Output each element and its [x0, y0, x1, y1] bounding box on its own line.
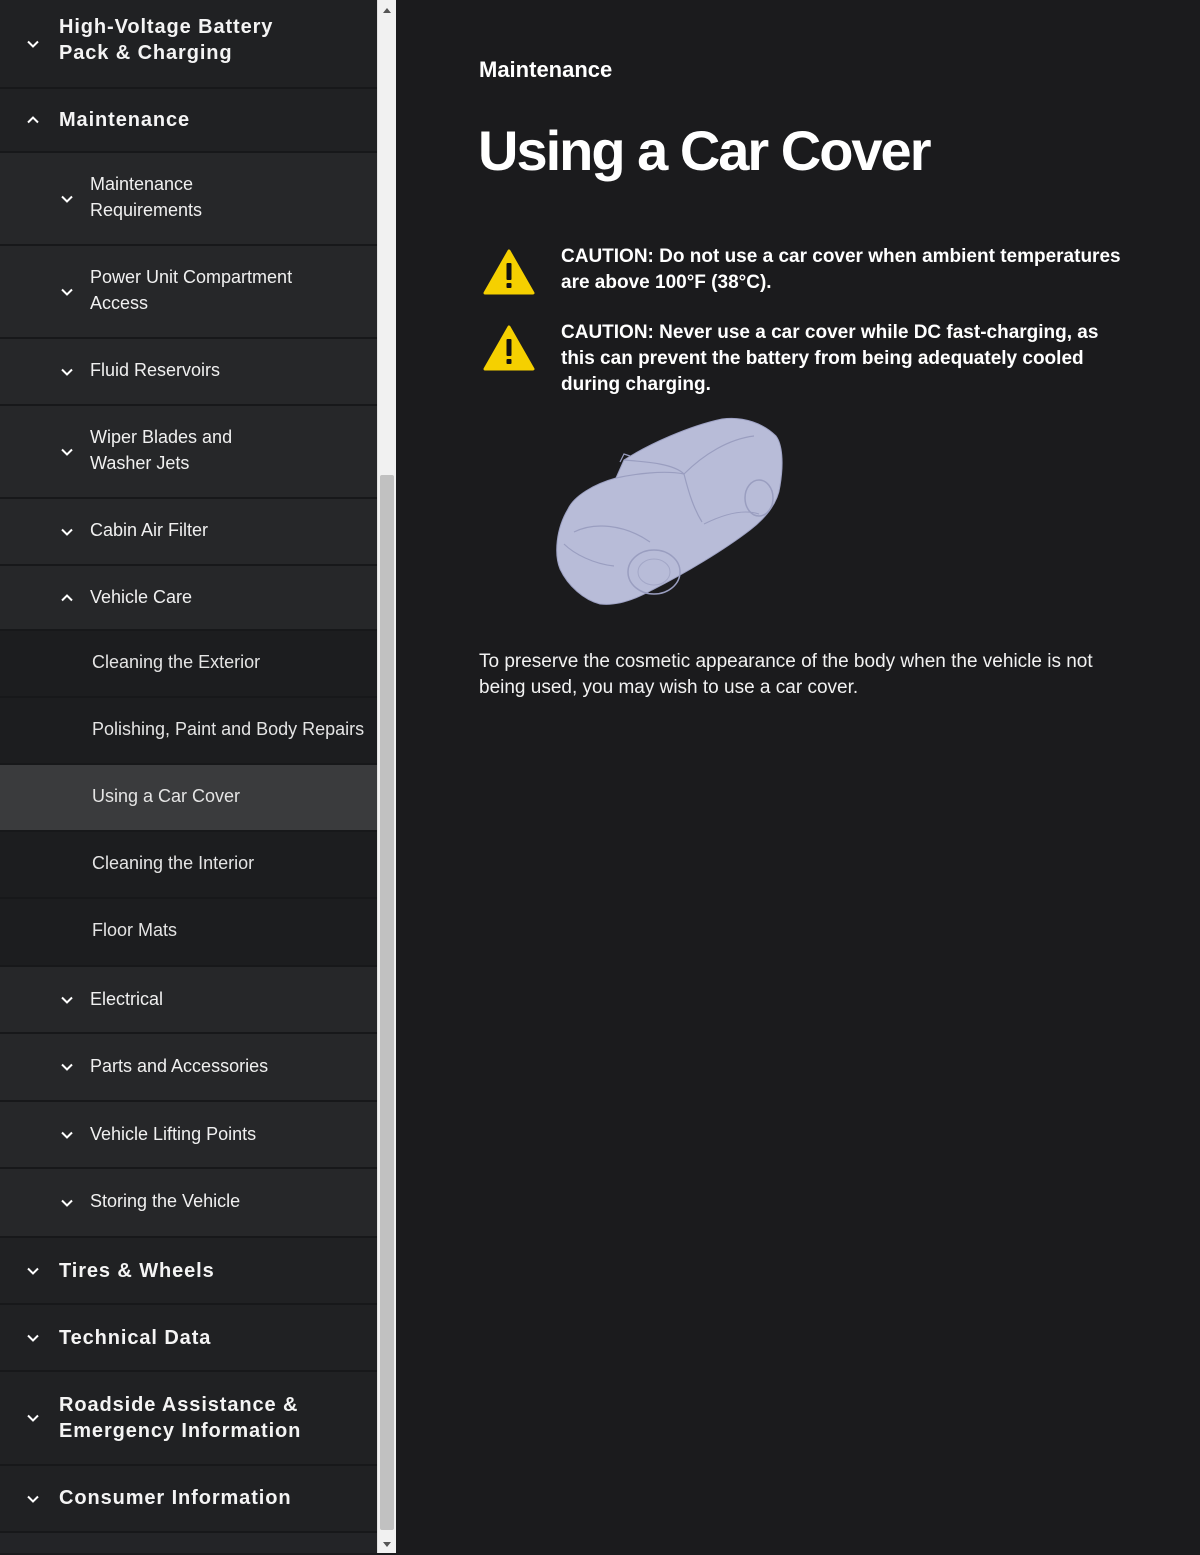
chevron-down-icon	[59, 1195, 75, 1211]
nav-item-cleaning-exterior[interactable]	[0, 631, 377, 698]
chevron-down-icon	[25, 1410, 41, 1426]
scrollbar-thumb[interactable]	[380, 475, 394, 1530]
nav-item-label: Parts and Accessories	[90, 1056, 269, 1076]
chevron-up-icon	[25, 112, 41, 128]
nav-item-using-car-cover[interactable]	[0, 765, 377, 832]
nav-item-storing-vehicle[interactable]	[0, 1169, 377, 1238]
nav-item-label: Electrical	[90, 989, 164, 1009]
car-cover-illustration	[554, 414, 784, 610]
chevron-down-icon	[59, 1127, 75, 1143]
nav-item-label: Wiper Blades and Washer Jets	[90, 427, 233, 473]
nav-item-fluid-reservoirs[interactable]	[0, 339, 377, 406]
nav-item-label: Consumer Information	[59, 1487, 292, 1509]
chevron-down-icon	[59, 444, 75, 460]
scroll-down-arrow-icon[interactable]	[381, 1537, 393, 1549]
chevron-down-icon	[59, 992, 75, 1008]
body-paragraph: To preserve the cosmetic appearance of the body when the vehicle is not being used, you may wish to use a car cover.	[479, 651, 1093, 698]
nav-item-label: Floor Mats	[92, 920, 178, 940]
chevron-down-icon	[59, 524, 75, 540]
nav-item-label: Using a Car Cover	[92, 786, 241, 806]
nav-item-polishing[interactable]	[0, 698, 377, 765]
nav-item-label: Fluid Reservoirs	[90, 360, 221, 380]
nav-item-technical-data[interactable]	[0, 1305, 377, 1372]
main-content	[396, 0, 1200, 1553]
nav-item-cleaning-interior[interactable]	[0, 832, 377, 899]
chevron-down-icon	[59, 191, 75, 207]
nav-item-lifting-points[interactable]	[0, 1102, 377, 1169]
chevron-down-icon	[25, 1491, 41, 1507]
nav-item-label: Vehicle Care	[90, 587, 193, 607]
nav-item-label: Cleaning the Interior	[92, 853, 255, 873]
chevron-down-icon	[59, 1059, 75, 1075]
nav-item-vehicle-care[interactable]	[0, 566, 377, 631]
chevron-down-icon	[25, 1263, 41, 1279]
chevron-down-icon	[59, 364, 75, 380]
nav-item-label: Power Unit Compartment Access	[90, 267, 293, 313]
nav-item-label: Storing the Vehicle	[90, 1191, 241, 1211]
nav-item-maintenance-requirements[interactable]	[0, 153, 377, 246]
scroll-up-arrow-icon[interactable]	[381, 4, 393, 16]
chevron-down-icon	[59, 284, 75, 300]
caution-text: CAUTION: Do not use a car cover when ambient temperatures are above 100°F (38°C).	[561, 246, 1121, 293]
nav-item-electrical[interactable]	[0, 967, 377, 1034]
nav-item-tires-wheels[interactable]	[0, 1238, 377, 1305]
nav-item-label: Cleaning the Exterior	[92, 652, 261, 672]
page-title: Using a Car Cover	[478, 119, 930, 182]
nav-item-maintenance[interactable]	[0, 89, 377, 153]
nav-item-floor-mats[interactable]	[0, 899, 377, 967]
sidebar-scrollbar[interactable]	[377, 0, 396, 1553]
nav-item-label: Maintenance Requirements	[90, 174, 203, 220]
caution-box	[482, 320, 1132, 404]
nav-item-label: Tires & Wheels	[59, 1260, 215, 1282]
warning-triangle-icon	[482, 248, 536, 296]
chevron-down-icon	[25, 1330, 41, 1346]
nav-item-label: Roadside Assistance & Emergency Information	[59, 1394, 302, 1442]
nav-item-label: Vehicle Lifting Points	[90, 1124, 257, 1144]
nav-item-power-unit[interactable]	[0, 246, 377, 339]
nav-item-roadside-assistance[interactable]	[0, 1372, 377, 1466]
warning-triangle-icon	[482, 324, 536, 372]
chevron-up-icon	[59, 590, 75, 606]
nav-item-label: Polishing, Paint and Body Repairs	[92, 719, 365, 739]
caution-box	[482, 244, 1132, 304]
nav-item-parts-accessories[interactable]	[0, 1034, 377, 1102]
section-title: Maintenance	[479, 57, 613, 82]
nav-item-label: Technical Data	[59, 1327, 212, 1349]
nav-item-cabin-air-filter[interactable]	[0, 499, 377, 566]
nav-item-label: Maintenance	[59, 109, 191, 131]
sidebar-nav	[0, 0, 377, 1553]
nav-item-label: High-Voltage Battery Pack & Charging	[59, 16, 274, 64]
nav-item-consumer-information[interactable]	[0, 1466, 377, 1533]
nav-item-hv-battery[interactable]	[0, 0, 377, 89]
caution-text: CAUTION: Never use a car cover while DC fast-charging, as this can prevent the battery from being adequately cooled during charging.	[561, 322, 1099, 395]
nav-item-label: Cabin Air Filter	[90, 520, 209, 540]
nav-item-wiper-blades[interactable]	[0, 406, 377, 499]
chevron-down-icon	[25, 36, 41, 52]
